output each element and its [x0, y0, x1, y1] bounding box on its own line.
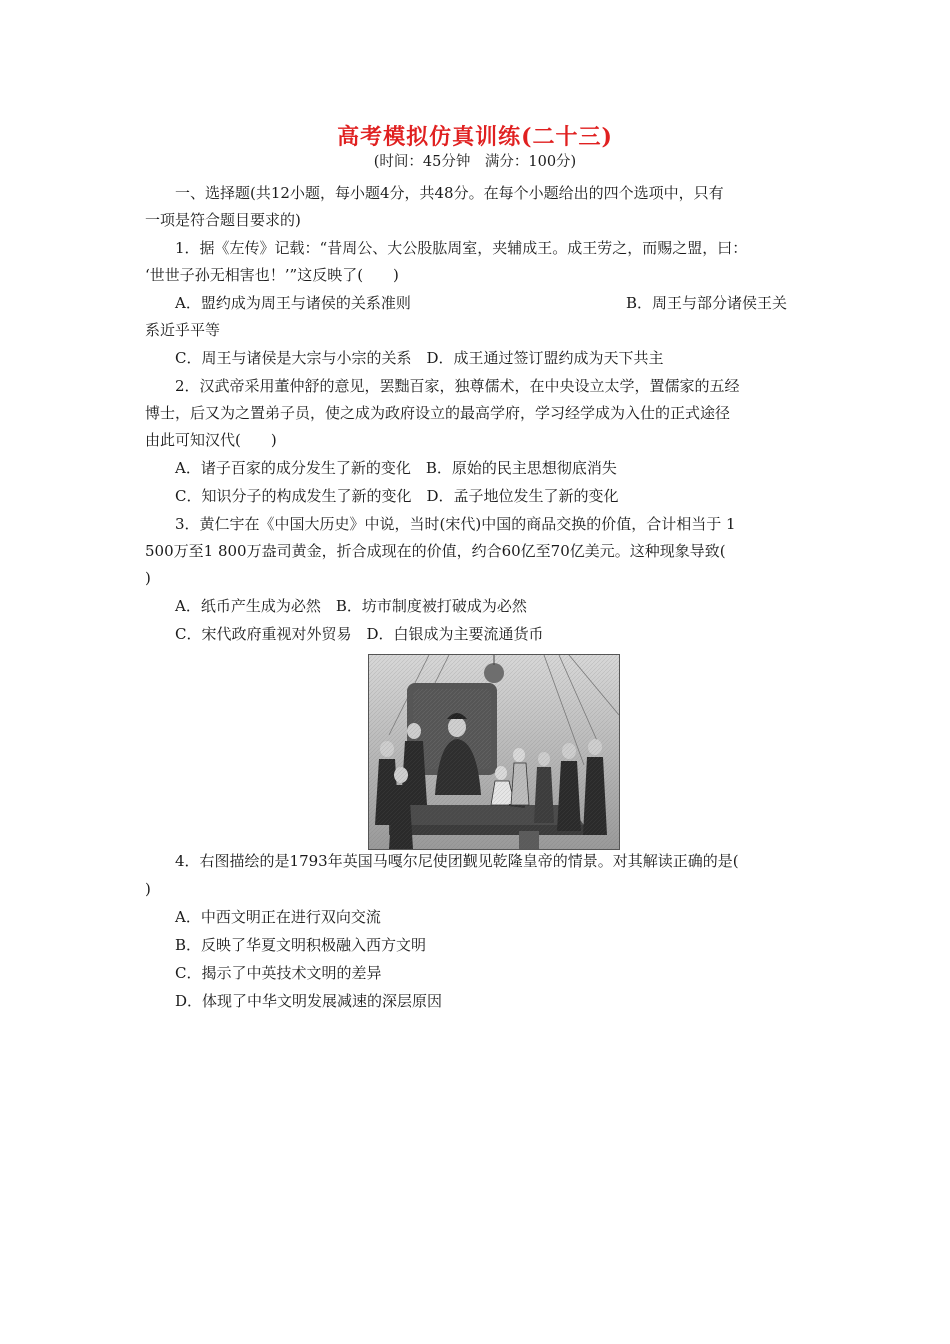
- section-intro-line-2: 一项是符合题目要求的): [145, 211, 301, 229]
- q2-stem-line-2: 博士，后又为之置弟子员，使之成为政府设立的最高学府，学习经学成为入仕的正式途径: [145, 404, 731, 422]
- q3-stem-line-2: 500万至1 800万盎司黄金，折合成现在的价值，约合60亿至70亿美元。这种现象导致(: [145, 542, 726, 560]
- q3-options-ab: A．纸币产生成为必然 B．坊市制度被打破成为必然: [175, 597, 527, 615]
- section-intro-line-1: 一、选择题(共12小题，每小题4分，共48分。在每个小题给出的四个选项中，只有: [175, 184, 724, 202]
- q2-options-cd: C．知识分子的构成发生了新的变化 D．孟子地位发生了新的变化: [175, 487, 619, 505]
- q1-stem-line-1: 1．据《左传》记载：“昔周公、大公股肱周室，夹辅成王。成王劳之，而赐之盟，曰：: [175, 239, 748, 257]
- q1-options-cd: C．周王与诸侯是大宗与小宗的关系 D．成王通过签订盟约成为天下共主: [175, 349, 664, 367]
- page-subtitle: (时间：45分钟 满分：100分): [373, 154, 577, 170]
- q4-option-b: B．反映了华夏文明积极融入西方文明: [175, 936, 427, 954]
- q2-options-ab: A．诸子百家的成分发生了新的变化 B．原始的民主思想彻底消失: [175, 459, 617, 477]
- engraving-illustration: [369, 655, 619, 849]
- q3-stem-line-3: ): [145, 569, 151, 587]
- q1-option-b-continued: 系近乎平等: [145, 321, 221, 339]
- q1-option-a: A．盟约成为周王与诸侯的关系准则: [175, 294, 411, 312]
- q1-stem-line-2: ‘世世子孙无相害也！’”这反映了( ): [145, 266, 399, 284]
- q4-option-a: A．中西文明正在进行双向交流: [175, 908, 381, 926]
- q3-options-cd: C．宋代政府重视对外贸易 D．白银成为主要流通货币: [175, 625, 544, 643]
- q4-stem-line-2: ): [145, 880, 151, 898]
- q1-option-b: B．周王与部分诸侯王关: [626, 294, 788, 312]
- q2-stem-line-3: 由此可知汉代( ): [145, 431, 277, 449]
- page-title: 高考模拟仿真训练(二十三): [337, 124, 613, 150]
- historical-engraving-image: [368, 654, 620, 850]
- q4-stem-line-1: 4．右图描绘的是1793年英国马嘎尔尼使团觐见乾隆皇帝的情景。对其解读正确的是(: [175, 852, 739, 870]
- q2-stem-line-1: 2．汉武帝采用董仲舒的意见，罢黜百家，独尊儒术，在中央设立太学，置儒家的五经: [175, 377, 740, 395]
- q4-option-d: D．体现了中华文明发展减速的深层原因: [175, 992, 443, 1010]
- q4-option-c: C．揭示了中英技术文明的差异: [175, 964, 382, 982]
- q3-stem-line-1: 3．黄仁宇在《中国大历史》中说，当时(宋代)中国的商品交换的价值，合计相当于 1: [175, 515, 736, 533]
